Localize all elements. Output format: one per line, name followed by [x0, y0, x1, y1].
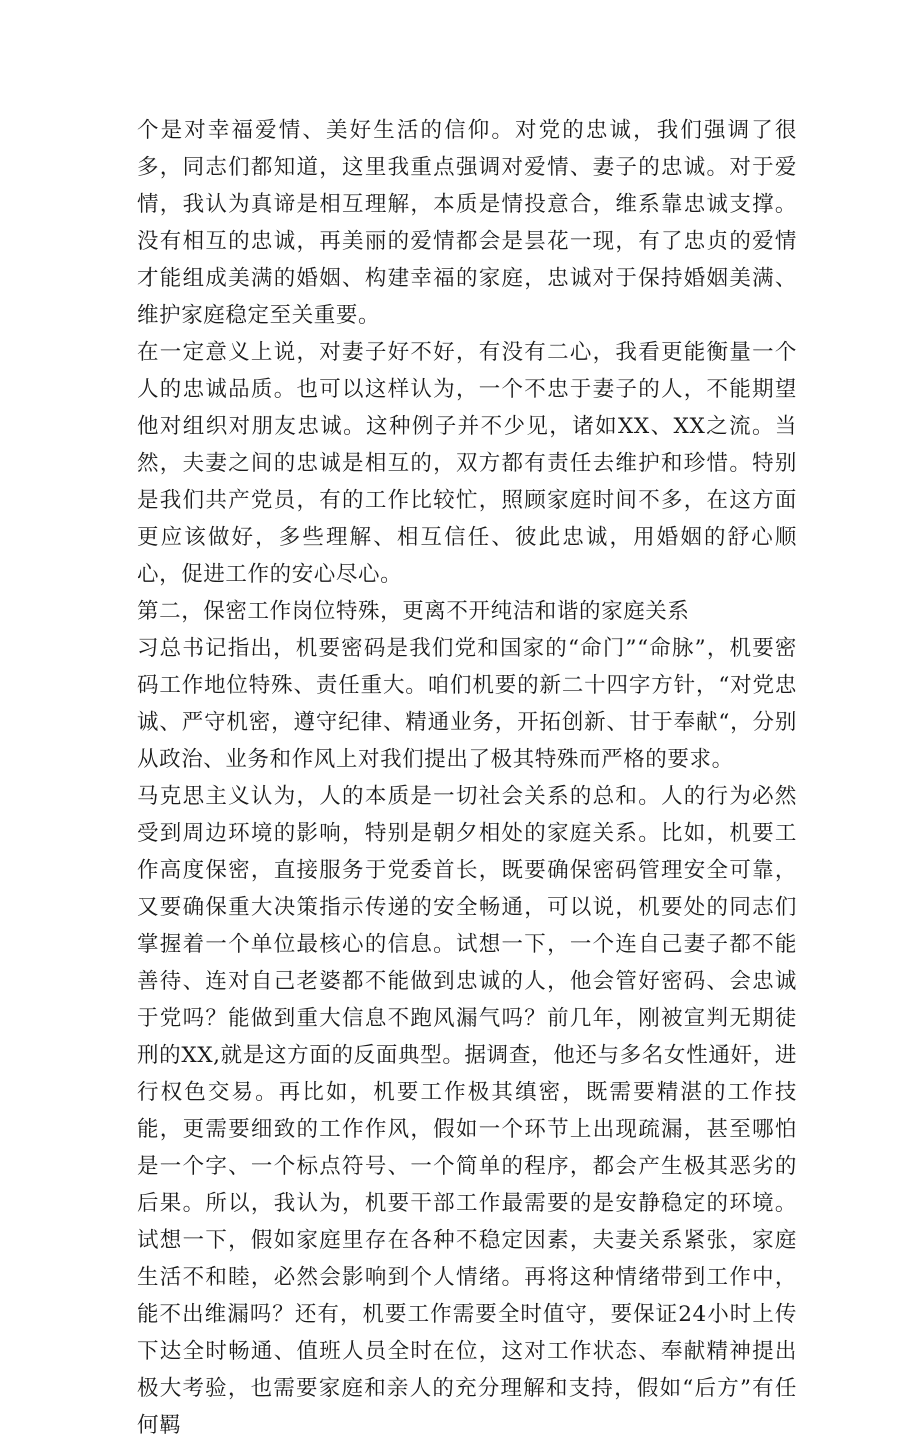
paragraph-1: 个是对幸福爱情、美好生活的信仰。对党的忠诚，我们强调了很多，同志们都知道，这里我重点强调对爱情、妻子的忠诚。对于爱情，我认为真谛是相互理解，本质是情投意合，维系靠忠诚支撑。没有相互的忠诚，再美丽的爱情都会是昙花一现，有了忠贞的爱情才能组成美满的婚姻、构建幸福的家庭，忠诚对于保持婚姻美满、维护家庭稳定至关重要。: [137, 118, 797, 328]
paragraph-3: 习总书记指出，机要密码是我们党和国家的“命门”“命脉”，机要密码工作地位特殊、责任重大。咱们机要的新二十四字方针，“对党忠诚、严守机密，遵守纪律、精通业务，开拓创新、甘于奉献“，分别从政治、业务和作风上对我们提出了极其特殊而严格的要求。: [137, 636, 797, 772]
paragraph-2: 在一定意义上说，对妻子好不好，有没有二心，我看更能衡量一个人的忠诚品质。也可以这样认为，一个不忠于妻子的人，不能期望他对组织对朋友忠诚。这种例子并不少见，诸如XX、XX之流。当然，夫妻之间的忠诚是相互的，双方都有责任去维护和珍惜。特别是我们共产党员，有的工作比较忙，照顾家庭时间不多，在这方面更应该做好，多些理解、相互信任、彼此忠诚，用婚姻的舒心顺心，促进工作的安心尽心。: [137, 340, 797, 587]
document-page: [137, 112, 797, 1444]
paragraph-4: 马克思主义认为，人的本质是一切社会关系的总和。人的行为必然受到周边环境的影响，特别是朝夕相处的家庭关系。比如，机要工作高度保密，直接服务于党委首长，既要确保密码管理安全可靠，又要确保重大决策指示传递的安全畅通，可以说，机要处的同志们掌握着一个单位最核心的信息。试想一下，一个连自己妻子都不能善待、连对自己老婆都不能做到忠诚的人，他会管好密码、会忠诚于党吗？能做到重大信息不跑风漏气吗？前几年，刚被宣判无期徒刑的XX,就是这方面的反面典型。据调查，他还与多名女性通奸，进行权色交易。再比如，机要工作极其缜密，既需要精湛的工作技能，更需要细致的工作作风，假如一个环节上出现疏漏，甚至哪怕是一个字、一个标点符号、一个简单的程序，都会产生极其恶劣的后果。所以，我认为，机要干部工作最需要的是安静稳定的环境。试想一下，假如家庭里存在各种不稳定因素，夫妻关系紧张，家庭生活不和睦，必然会影响到个人情绪。再将这种情绪带到工作中，能不出维漏吗？还有，机要工作需要全时值守，要保证24小时上传下达全时畅通、值班人员全时在位，这对工作状态、奉献精神提出极大考验，也需要家庭和亲人的充分理解和支持，假如“后方”有任何羁: [137, 784, 797, 1438]
section-heading: 第二，保密工作岗位特殊，更离不开纯洁和谐的家庭关系: [137, 599, 690, 624]
